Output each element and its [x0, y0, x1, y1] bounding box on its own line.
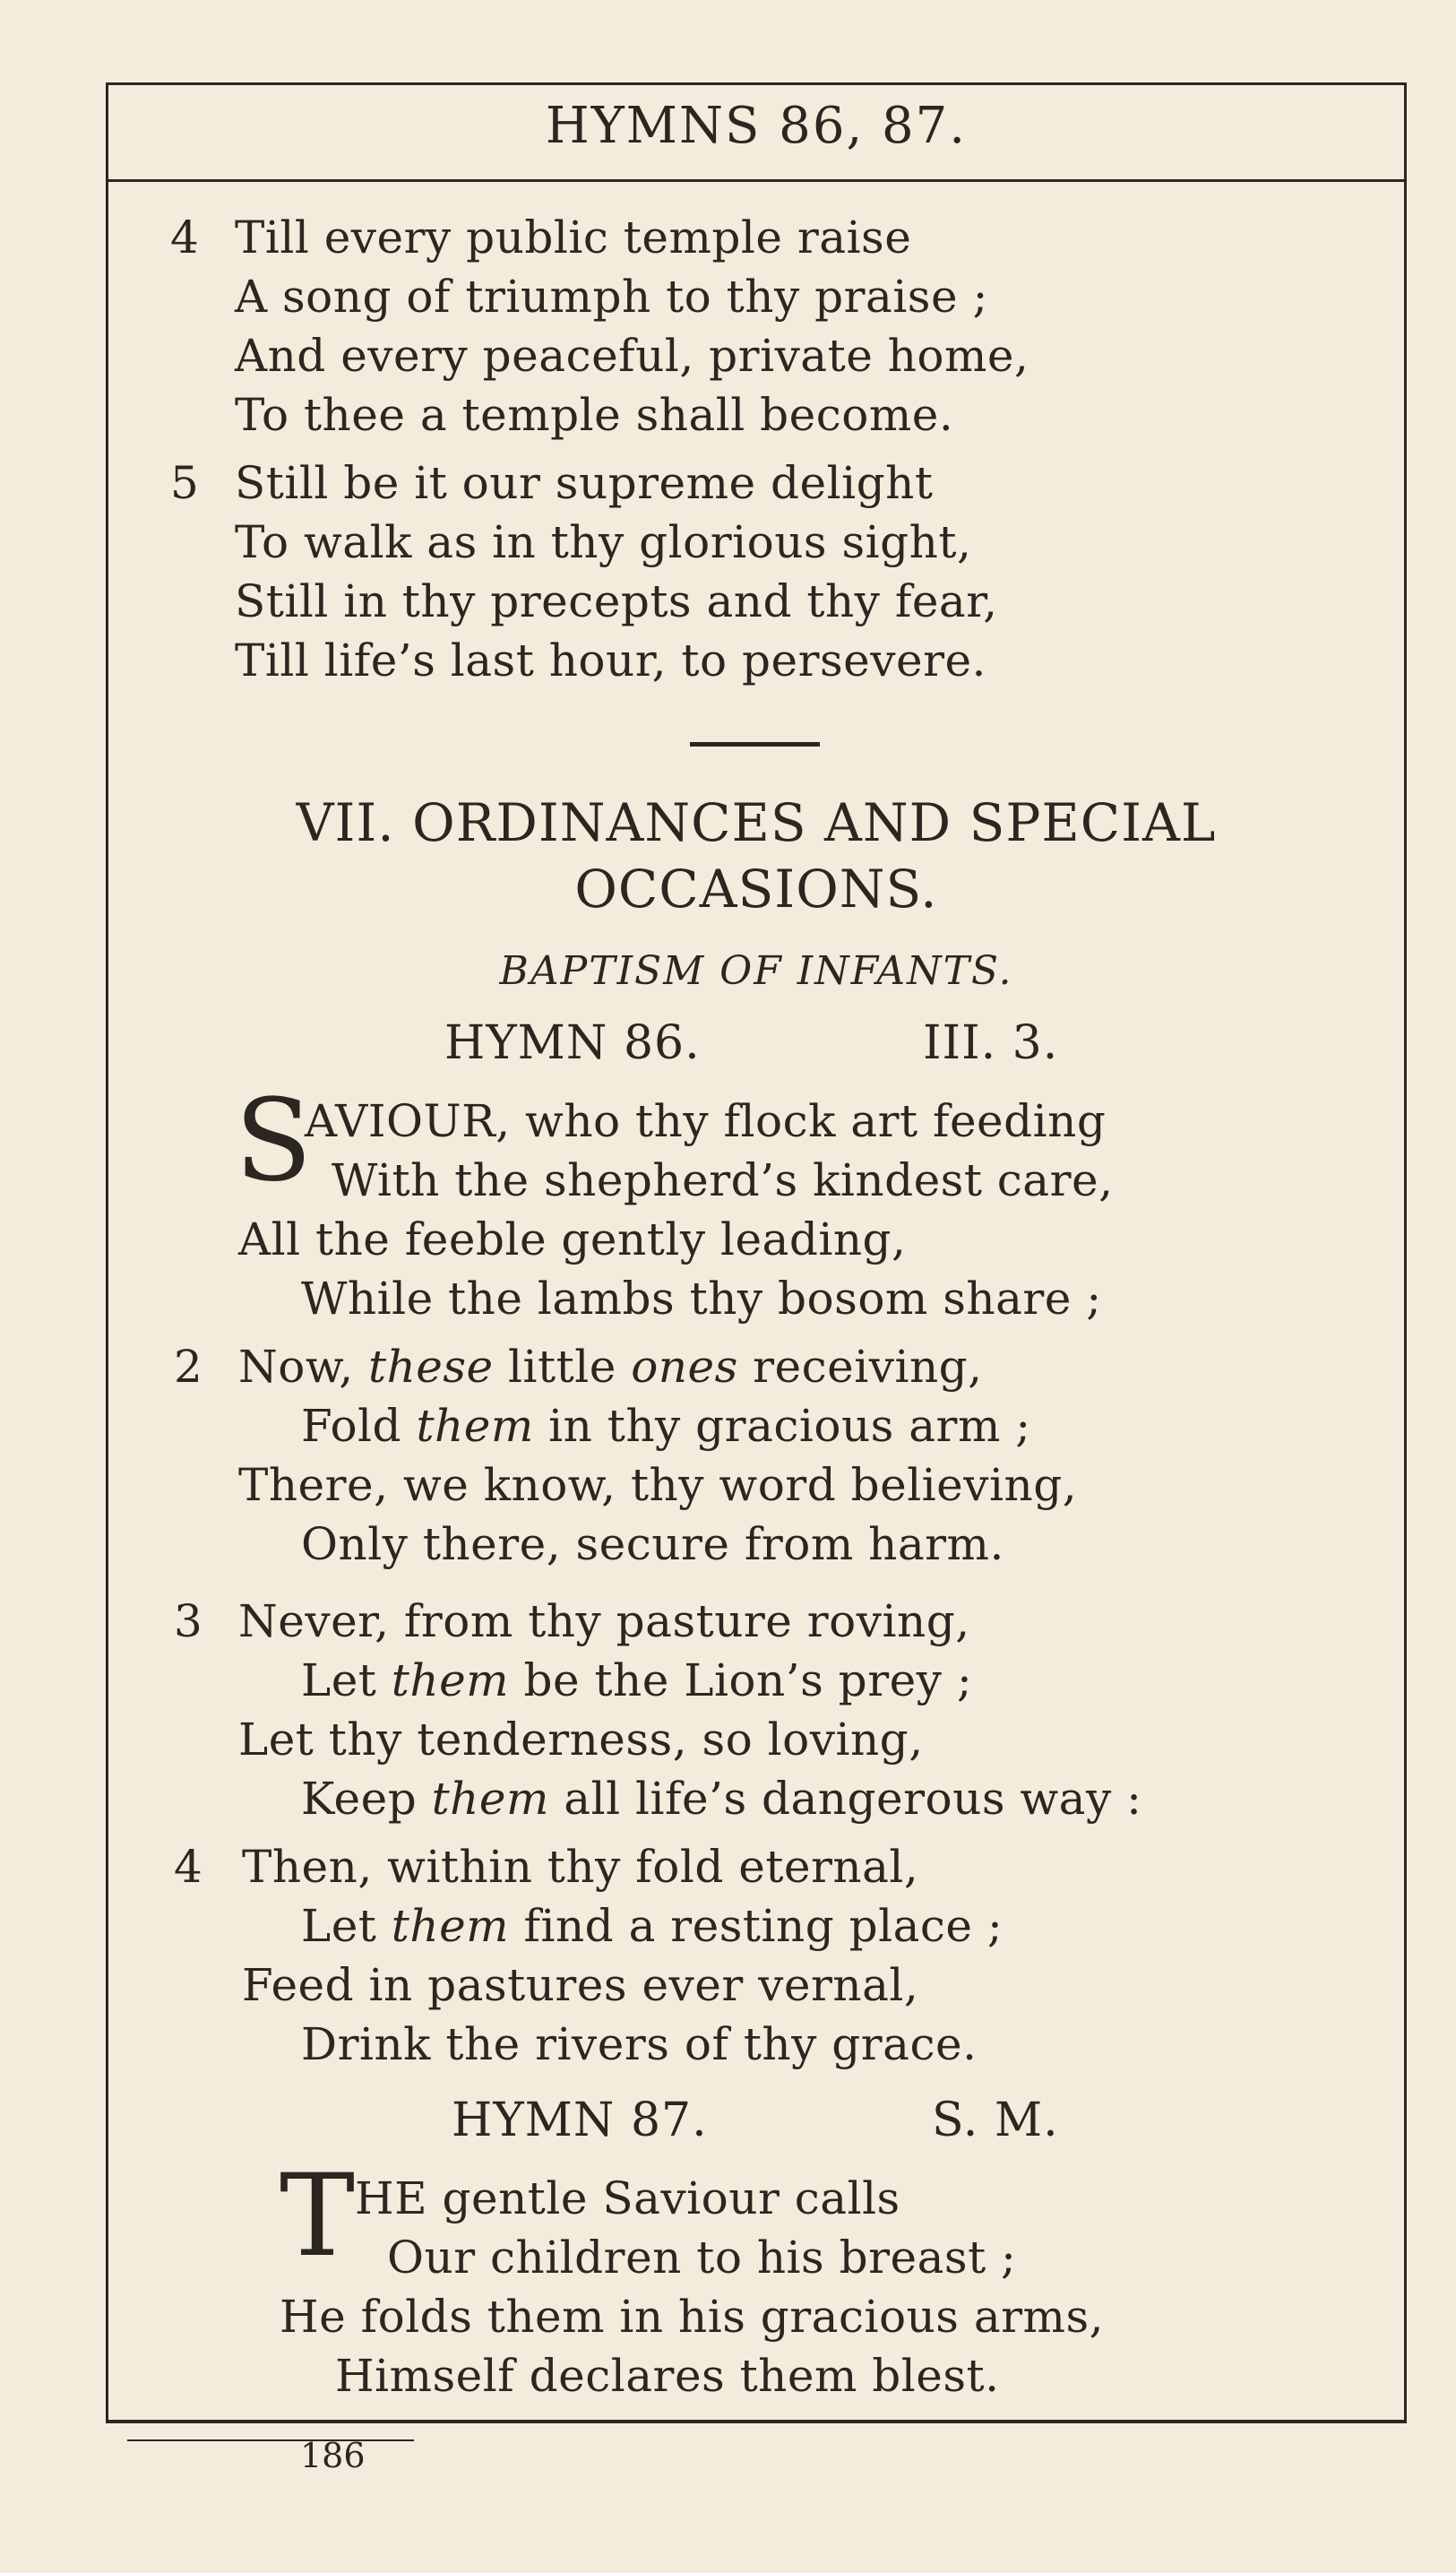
verse-line: Never, from thy pasture roving, — [238, 1595, 970, 1647]
page-number: 186 — [300, 2436, 366, 2475]
verse-line: To walk as in thy glorious sight, — [235, 516, 972, 568]
hymn-86-meter: III. 3. — [923, 1016, 1059, 1070]
verse-line: There, we know, thy word believing, — [238, 1459, 1078, 1511]
stanza-number: 4 — [170, 212, 199, 263]
verse-line: Drink the rivers of thy grace. — [301, 2018, 978, 2070]
hymn-87-number: HYMN 87. — [452, 2094, 708, 2147]
verse-line: With the shepherd’s kindest care, — [332, 1154, 1114, 1206]
drop-cap: S — [235, 1075, 313, 1206]
verse-line: Let them find a resting place ; — [301, 1900, 1004, 1952]
verse-line: While the lambs thy bosom share ; — [301, 1273, 1102, 1325]
footer-rule — [127, 2439, 414, 2441]
verse-line: And every peaceful, private home, — [235, 330, 1030, 382]
verse-line: Still in thy precepts and thy fear, — [235, 575, 998, 627]
verse-line: Our children to his breast ; — [387, 2232, 1017, 2284]
hymn-87-meter: S. M. — [932, 2094, 1059, 2147]
verse-line: Feed in pastures ever vernal, — [242, 1959, 919, 2011]
section-title-line2: OCCASIONS. — [574, 859, 938, 920]
verse-line: Himself declares them blest. — [335, 2350, 1000, 2402]
stanza-number: 3 — [174, 1595, 202, 1647]
verse-line: Fold them in thy gracious arm ; — [301, 1400, 1031, 1452]
running-head: HYMNS 86, 87. — [545, 97, 968, 155]
verse-line: Then, within thy fold eternal, — [242, 1841, 919, 1893]
section-title-line1: VII. ORDINANCES AND SPECIAL — [296, 792, 1217, 853]
verse-line: Only there, secure from harm. — [301, 1518, 1004, 1570]
verse-line: Let thy tenderness, so loving, — [238, 1714, 924, 1766]
stanza-number: 5 — [170, 457, 199, 509]
header-rule — [106, 179, 1407, 182]
section-divider — [690, 742, 820, 747]
verse-line: Till every public temple raise — [235, 212, 912, 263]
stanza-number: 2 — [174, 1341, 202, 1393]
verse-line: HE gentle Saviour calls — [355, 2172, 900, 2224]
verse-line: All the feeble gently leading, — [238, 1213, 907, 1265]
verse-line: AVIOUR, who thy flock art feeding — [305, 1095, 1107, 1147]
verse-line: To thee a temple shall become. — [235, 389, 954, 441]
drop-cap: T — [280, 2150, 356, 2282]
hymn-86-number: HYMN 86. — [444, 1016, 701, 1070]
verse-line: Still be it our supreme delight — [235, 457, 934, 509]
verse-line: He folds them in his gracious arms, — [280, 2291, 1105, 2343]
verse-line: Till life’s last hour, to persevere. — [235, 635, 986, 686]
section-subhead: BAPTISM OF INFANTS. — [499, 948, 1013, 994]
verse-line: Now, these little ones receiving, — [238, 1341, 983, 1393]
stanza-number: 4 — [174, 1841, 202, 1893]
verse-line: Keep them all life’s dangerous way : — [301, 1773, 1142, 1825]
verse-line: A song of triumph to thy praise ; — [235, 271, 988, 323]
verse-line: Let them be the Lion’s prey ; — [301, 1654, 973, 1706]
